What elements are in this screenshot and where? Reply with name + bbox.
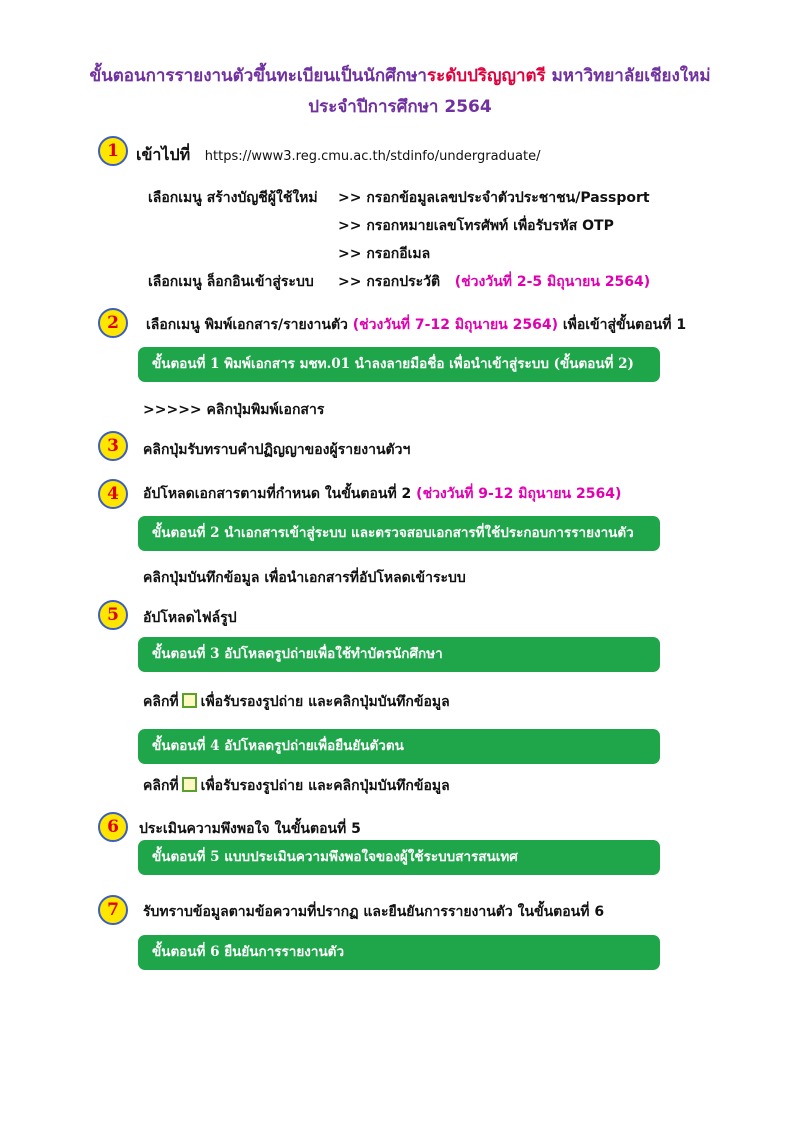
step-2-bar: ขั้นตอนที่ 2 นำเอกสารเข้าสู่ระบบ และตรวจสอบเอกสารที่ใช้ประกอบการรายงานตัว bbox=[138, 516, 660, 551]
step-7-text: รับทราบข้อมูลตามข้อความที่ปรากฏ และยืนยันการรายงานตัว ในขั้นตอนที่ 6 bbox=[143, 904, 605, 920]
registration-url[interactable]: https://www3.reg.cmu.ac.th/stdinfo/undergraduate/ bbox=[204, 149, 541, 164]
step-6-badge: 6 bbox=[98, 812, 128, 842]
step-3-text: คลิกปุ่มรับทราบคำปฏิญญาของผู้รายงานตัวฯ bbox=[143, 442, 411, 458]
step-2-text: เลือกเมนู พิมพ์เอกสาร/รายงานตัว (ช่วงวันที่ 7-12 มิถุนายน 2564) เพื่อเข้าสู่ขั้นตอนที่ 1 bbox=[146, 317, 687, 333]
step-3-bar: ขั้นตอนที่ 3 อัปโหลดรูปถ่ายเพื่อใช้ทำบัตรนักศึกษา bbox=[138, 637, 660, 672]
menu-login-item: >> กรอกประวัติ (ช่วงวันที่ 2-5 มิถุนายน 2564) bbox=[338, 274, 651, 290]
step-3-badge: 3 bbox=[98, 431, 128, 461]
step-4-period: (ช่วงวันที่ 9-12 มิถุนายน 2564) bbox=[416, 486, 622, 502]
print-button-note: >>>>> คลิกปุ่มพิมพ์เอกสาร bbox=[143, 402, 325, 418]
menu-register-item: >> กรอกหมายเลขโทรศัพท์ เพื่อรับรหัส OTP bbox=[338, 218, 614, 234]
step-6-bar: ขั้นตอนที่ 6 ยืนยันการรายงานตัว bbox=[138, 935, 660, 970]
step-1-badge: 1 bbox=[98, 136, 128, 166]
page-title: ขั้นตอนการรายงานตัวขึ้นทะเบียนเป็นนักศึกษาระดับปริญญาตรี มหาวิทยาลัยเชียงใหม่ bbox=[89, 66, 711, 86]
save-button-note: คลิกปุ่มบันทึกข้อมูล เพื่อนำเอกสารที่อัปโหลดเข้าระบบ bbox=[143, 570, 466, 586]
step-1-lead: เข้าไปที่ bbox=[136, 145, 191, 164]
step-2-period: (ช่วงวันที่ 7-12 มิถุนายน 2564) bbox=[352, 317, 558, 333]
checkbox-icon bbox=[182, 693, 197, 708]
photo-certify-note: คลิกที่ เพื่อรับรองรูปถ่าย และคลิกปุ่มบันทึกข้อมูล bbox=[143, 694, 450, 710]
menu-login-label: เลือกเมนู ล็อกอินเข้าสู่ระบบ bbox=[148, 274, 314, 290]
step-5-text: อัปโหลดไฟล์รูป bbox=[143, 610, 237, 626]
step-1-bar: ขั้นตอนที่ 1 พิมพ์เอกสาร มชท.01 นำลงลายมือชื่อ เพื่อนำเข้าสู่ระบบ (ขั้นตอนที่ 2) bbox=[138, 347, 660, 382]
identity-certify-note: คลิกที่ เพื่อรับรองรูปถ่าย และคลิกปุ่มบันทึกข้อมูล bbox=[143, 778, 450, 794]
step-5-bar: ขั้นตอนที่ 5 แบบประเมินความพึงพอใจของผู้ใช้ระบบสารสนเทศ bbox=[138, 840, 660, 875]
menu-register-item: >> กรอกอีเมล bbox=[338, 246, 431, 262]
step-7-badge: 7 bbox=[98, 895, 128, 925]
title-highlight: ระดับปริญญาตรี bbox=[426, 66, 546, 86]
step-2-badge: 2 bbox=[98, 308, 128, 338]
menu-register-label: เลือกเมนู สร้างบัญชีผู้ใช้ใหม่ bbox=[148, 190, 318, 206]
step-4-badge: 4 bbox=[98, 479, 128, 509]
menu-register-item: >> กรอกข้อมูลเลขประจำตัวประชาชน/Passport bbox=[338, 190, 650, 206]
checkbox-icon bbox=[182, 777, 197, 792]
step-5-badge: 5 bbox=[98, 600, 128, 630]
step-4-bar: ขั้นตอนที่ 4 อัปโหลดรูปถ่ายเพื่อยืนยันตัวตน bbox=[138, 729, 660, 764]
step-6-text: ประเมินความพึงพอใจ ในขั้นตอนที่ 5 bbox=[139, 821, 361, 837]
step-1-line bbox=[136, 143, 540, 168]
page-subtitle: ประจำปีการศึกษา 2564 bbox=[308, 97, 492, 117]
login-period: (ช่วงวันที่ 2-5 มิถุนายน 2564) bbox=[454, 274, 651, 290]
step-4-text: อัปโหลดเอกสารตามที่กำหนด ในขั้นตอนที่ 2 (ช่วงวันที่ 9-12 มิถุนายน 2564) bbox=[143, 486, 622, 502]
